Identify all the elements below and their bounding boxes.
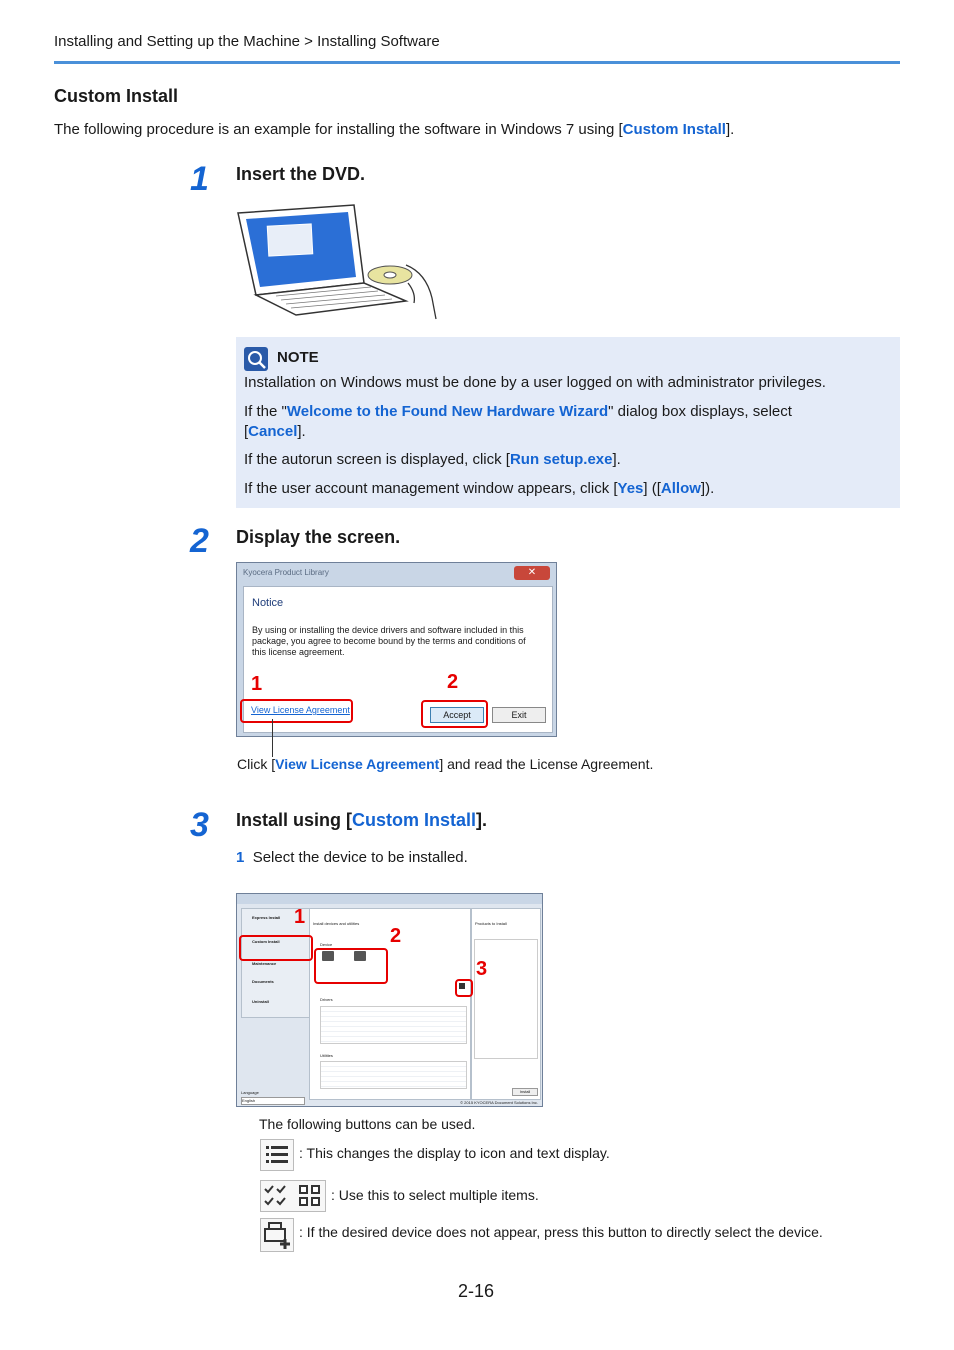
note-link-wizard: Welcome to the Found New Hardware Wizard bbox=[286, 403, 609, 420]
multi-select-icon bbox=[260, 1180, 326, 1212]
side-express[interactable]: Express Install bbox=[252, 915, 281, 920]
products-list bbox=[474, 939, 538, 1059]
note-line-4: If the autorun screen is displayed, click [Run setup.exe]. bbox=[244, 451, 621, 468]
device-label: Device bbox=[320, 942, 333, 947]
note-line-5: If the user account management window appears, click [Yes] ([Allow]). bbox=[244, 480, 715, 497]
header-rule bbox=[54, 61, 900, 64]
btn1-desc: : This changes the display to icon and text display. bbox=[299, 1145, 610, 1161]
list-view-icon bbox=[260, 1139, 294, 1171]
intro-pre: The following procedure is an example for installing the software in Windows 7 using [ bbox=[54, 121, 623, 138]
note-link-yes: Yes bbox=[617, 480, 644, 497]
dialog-title: Kyocera Product Library bbox=[243, 568, 329, 577]
screen-marker-3: 3 bbox=[476, 958, 488, 980]
drivers-label: Drivers bbox=[320, 997, 333, 1002]
caption-link: View License Agreement bbox=[275, 756, 440, 772]
buttons-intro: The following buttons can be used. bbox=[259, 1116, 476, 1132]
dialog-body-text: By using or installing the device drivers and software included in this package, you agree to become bound by the terms and conditions of this license agreement. bbox=[252, 625, 526, 657]
intro-post: ]. bbox=[725, 121, 735, 138]
page-number: 2-16 bbox=[458, 1281, 495, 1301]
license-dialog bbox=[236, 562, 557, 737]
substep-1 bbox=[236, 849, 468, 866]
step-title-1: Insert the DVD. bbox=[236, 164, 366, 184]
custom-install-screenshot bbox=[236, 893, 543, 1107]
callout-line bbox=[272, 719, 273, 757]
utilities-label: Utilities bbox=[320, 1053, 333, 1058]
exit-button[interactable]: Exit bbox=[492, 707, 546, 723]
utilities-table bbox=[320, 1061, 467, 1089]
language-label: Language bbox=[241, 1090, 259, 1095]
close-icon[interactable]: ✕ bbox=[514, 566, 550, 580]
language-select[interactable]: English bbox=[241, 1097, 305, 1105]
side-uninstall[interactable]: Uninstall bbox=[252, 999, 269, 1004]
step-number-3: 3 bbox=[190, 806, 209, 844]
screen-marker-2: 2 bbox=[390, 925, 402, 947]
highlight-custom-install bbox=[239, 935, 313, 961]
marker-1: 1 bbox=[251, 673, 263, 695]
step-number-2: 2 bbox=[190, 522, 209, 560]
highlight-view-license bbox=[240, 699, 353, 723]
side-maintenance[interactable]: Maintenance bbox=[252, 961, 277, 966]
drivers-table bbox=[320, 1006, 467, 1044]
breadcrumb: Installing and Setting up the Machine > Installing Software bbox=[54, 33, 440, 50]
step3-title-link: Custom Install bbox=[352, 810, 477, 830]
note-line-1: Installation on Windows must be done by a user logged on with administrator privileges. bbox=[244, 374, 826, 391]
substep-number: 1 bbox=[236, 849, 245, 866]
intro-link[interactable]: Custom Install bbox=[622, 121, 726, 138]
copyright: © 2015 KYOCERA Document Solutions Inc. bbox=[460, 1100, 538, 1105]
view-license-link[interactable]: View License Agreement bbox=[251, 705, 350, 715]
note-link-run-setup: Run setup.exe bbox=[509, 451, 613, 468]
add-device-icon bbox=[260, 1218, 294, 1252]
note-box bbox=[236, 337, 900, 508]
screen-marker-1: 1 bbox=[294, 906, 306, 928]
step-title-3: Install using [Custom Install]. bbox=[236, 810, 488, 830]
note-icon bbox=[244, 347, 268, 371]
screen-titlebar bbox=[237, 894, 542, 904]
laptop-dvd-illustration bbox=[236, 203, 440, 321]
btn2-desc: : Use this to select multiple items. bbox=[331, 1187, 539, 1203]
note-link-allow: Allow bbox=[660, 480, 701, 497]
dialog-heading: Notice bbox=[252, 597, 284, 609]
right-title: Products to Install bbox=[475, 921, 507, 926]
btn3-desc: : If the desired device does not appear, press this button to directly select the device. bbox=[299, 1224, 823, 1240]
note-link-cancel: Cancel bbox=[248, 423, 298, 440]
step-title-2: Display the screen. bbox=[236, 527, 401, 547]
accept-button[interactable]: Accept bbox=[430, 707, 484, 723]
screen-right-panel bbox=[471, 908, 541, 1100]
intro-text bbox=[54, 121, 734, 138]
section-title: Custom Install bbox=[54, 86, 179, 106]
highlight-device bbox=[314, 948, 388, 984]
step-number-1: 1 bbox=[190, 160, 209, 198]
marker-2: 2 bbox=[447, 671, 459, 693]
note-line-3: [Cancel]. bbox=[244, 423, 306, 440]
add-arrow-icon[interactable] bbox=[459, 983, 465, 989]
note-label: NOTE bbox=[277, 349, 319, 366]
install-button[interactable]: Install bbox=[512, 1088, 538, 1096]
step2-caption: Click [View License Agreement] and read the License Agreement. bbox=[237, 756, 654, 772]
side-custom[interactable]: Custom Install bbox=[252, 939, 280, 944]
highlight-accept bbox=[421, 700, 488, 728]
substep-text: Select the device to be installed. bbox=[252, 849, 468, 866]
main-title: Install devices and utilities bbox=[313, 921, 360, 926]
note-line-2: If the "Welcome to the Found New Hardware Wizard" dialog box displays, select bbox=[244, 403, 792, 420]
side-documents[interactable]: Documents bbox=[252, 979, 274, 984]
